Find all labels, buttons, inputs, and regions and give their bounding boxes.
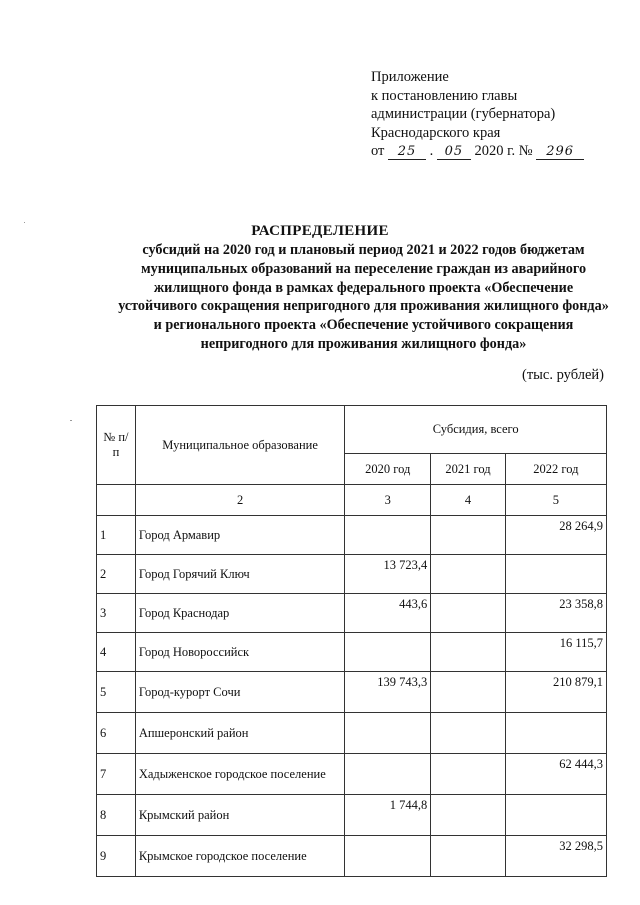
row-2020 <box>345 516 431 555</box>
appendix-line: Краснодарского края <box>371 124 501 141</box>
subsidy-table <box>96 405 607 877</box>
column-number: 2 <box>135 485 345 516</box>
appendix-line: к постановлению главы <box>371 87 518 104</box>
table-row <box>97 795 607 836</box>
document-title: РАСПРЕДЕЛЕНИЕ <box>251 223 389 239</box>
row-2022: 32 298,5 <box>505 836 606 877</box>
table-column-numbers-row <box>97 485 607 516</box>
doc-number: 296 <box>546 144 575 160</box>
row-num: 7 <box>97 754 136 795</box>
header-year-2022: 2022 год <box>505 454 606 485</box>
units-label: (тыс. рублей) <box>522 367 604 383</box>
row-2022 <box>505 713 606 754</box>
appendix-line: администрации (губернатора) <box>371 106 556 123</box>
row-2022: 210 879,1 <box>505 672 606 713</box>
row-municipality: Хадыженское городское поселение <box>135 754 345 795</box>
scan-speck <box>70 420 72 421</box>
row-2020 <box>345 713 431 754</box>
appendix-line: Приложение <box>371 69 449 85</box>
table-header-row <box>97 406 607 454</box>
row-num: 2 <box>97 555 136 594</box>
row-num: 3 <box>97 594 136 633</box>
header-subsidy-total: Субсидия, всего <box>345 406 607 454</box>
row-2020: 443,6 <box>345 594 431 633</box>
appendix-block <box>371 68 584 161</box>
document-subtitle: субсидий на 2020 год и плановый период 2021 и 2022 годов бюджетам муниципальных образований на переселение граждан из аварийного жилищного фонда в рамках федерального проекта «Обеспечение устойчивого сокращения непригодного для проживания жилищного фонда» и регионального проекта «Обеспечение устойчивого сокращения непригодного для проживания жилищного фонда» <box>118 242 609 352</box>
row-2021 <box>431 795 506 836</box>
table-row <box>97 672 607 713</box>
row-2020: 139 743,3 <box>345 672 431 713</box>
row-municipality: Крымское городское поселение <box>135 836 345 877</box>
row-2021 <box>431 516 506 555</box>
row-2021 <box>431 754 506 795</box>
table-row <box>97 713 607 754</box>
header-municipality: Муниципальное образование <box>135 406 345 485</box>
date-prefix: от <box>371 143 385 160</box>
row-municipality: Город Горячий Ключ <box>135 555 345 594</box>
header-num: № п/п <box>97 406 136 485</box>
row-municipality: Крымский район <box>135 795 345 836</box>
table-row <box>97 594 607 633</box>
row-2020 <box>345 836 431 877</box>
date-day: 25 <box>397 144 417 160</box>
row-2021 <box>431 633 506 672</box>
table-row <box>97 555 607 594</box>
table-row <box>97 516 607 555</box>
row-2022 <box>505 555 606 594</box>
row-2022: 16 115,7 <box>505 633 606 672</box>
header-year-2020: 2020 год <box>345 454 431 485</box>
row-num: 5 <box>97 672 136 713</box>
row-municipality: Апшеронский район <box>135 713 345 754</box>
row-2021 <box>431 836 506 877</box>
row-2022: 62 444,3 <box>505 754 606 795</box>
appendix-date-line: от 25 . 05 2020 г. № 296 <box>371 142 584 161</box>
row-2022 <box>505 795 606 836</box>
row-municipality: Город Новороссийск <box>135 633 345 672</box>
row-2021 <box>431 594 506 633</box>
row-num: 9 <box>97 836 136 877</box>
doc-number-field <box>536 144 584 160</box>
row-2020 <box>345 633 431 672</box>
row-2021 <box>431 713 506 754</box>
column-number-empty <box>97 485 136 516</box>
table-row <box>97 633 607 672</box>
row-2020: 13 723,4 <box>345 555 431 594</box>
date-month-field <box>437 144 471 160</box>
date-day-field <box>388 144 426 160</box>
row-municipality: Город Армавир <box>135 516 345 555</box>
column-number: 3 <box>345 485 431 516</box>
row-2020 <box>345 754 431 795</box>
row-num: 1 <box>97 516 136 555</box>
row-municipality: Город-курорт Сочи <box>135 672 345 713</box>
table-row <box>97 754 607 795</box>
table-row <box>97 836 607 877</box>
date-month: 05 <box>444 144 464 160</box>
row-2022: 23 358,8 <box>505 594 606 633</box>
row-2020: 1 744,8 <box>345 795 431 836</box>
row-2022: 28 264,9 <box>505 516 606 555</box>
column-number: 4 <box>431 485 506 516</box>
row-num: 6 <box>97 713 136 754</box>
scan-speck <box>24 222 25 223</box>
header-year-2021: 2021 год <box>431 454 506 485</box>
row-municipality: Город Краснодар <box>135 594 345 633</box>
row-num: 8 <box>97 795 136 836</box>
row-2021 <box>431 672 506 713</box>
row-num: 4 <box>97 633 136 672</box>
date-year-text: 2020 г. № <box>474 143 533 160</box>
row-2021 <box>431 555 506 594</box>
column-number: 5 <box>505 485 606 516</box>
